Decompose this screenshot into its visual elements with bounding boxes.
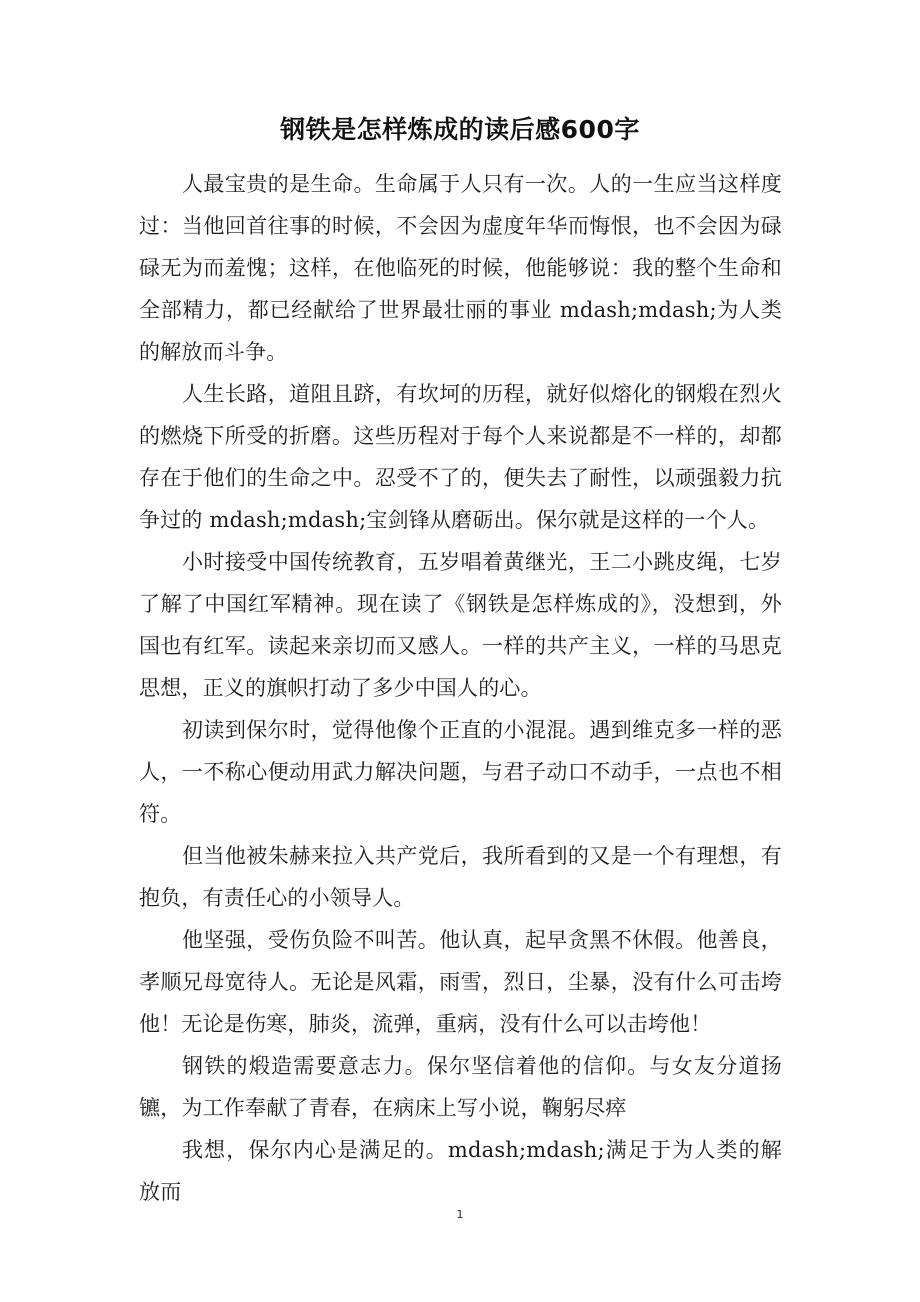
page-number: 1	[456, 1208, 464, 1221]
paragraph: 人最宝贵的是生命。生命属于人只有一次。人的一生应当这样度过：当他回首往事的时候，不会因为虚度年华而悔恨，也不会因为碌碌无为而羞愧；这样，在他临死的时候，他能够说：我的整个生命和全部精力，都已经献给了世界最壮丽的事业 mdash;mdash;为人类的解放而斗争。	[139, 172, 782, 364]
paragraph: 人生长路，道阻且跻，有坎坷的历程，就好似熔化的钢煅在烈火的燃烧下所受的折磨。这些历程对于每个人来说都是不一样的，却都存在于他们的生命之中。忍受不了的，便失去了耐性，以顽强毅力抗争过的 mdash;mdash;宝剑锋从磨砺出。保尔就是这样的一个人。	[139, 382, 782, 532]
paragraph: 钢铁的煅造需要意志力。保尔坚信着他的信仰。与女友分道扬镳，为工作奉献了青春，在病床上写小说，鞠躬尽瘁	[139, 1054, 782, 1120]
paragraph: 小时接受中国传统教育，五岁唱着黄继光，王二小跳皮绳，七岁了解了中国红军精神。现在读了《钢铁是怎样炼成的》，没想到，外国也有红军。读起来亲切而又感人。一样的共产主义，一样的马思克思想，正义的旗帜打动了多少中国人的心。	[139, 550, 782, 700]
document-title: 钢铁是怎样炼成的读后感600字	[280, 115, 640, 144]
paragraph: 但当他被朱赫来拉入共产党后，我所看到的又是一个有理想，有抱负，有责任心的小领导人。	[139, 844, 782, 910]
document-body	[139, 163, 782, 1213]
paragraph: 初读到保尔时，觉得他像个正直的小混混。遇到维克多一样的恶人，一不称心便动用武力解决问题，与君子动口不动手，一点也不相符。	[139, 718, 782, 826]
paragraph: 他坚强，受伤负险不叫苦。他认真，起早贪黑不休假。他善良，孝顺兄母宽待人。无论是风霜，雨雪，烈日，尘暴，没有什么可击垮他！无论是伤寒，肺炎，流弹，重病，没有什么可以击垮他！	[139, 928, 782, 1036]
paragraph: 我想，保尔内心是满足的。mdash;mdash;满足于为人类的解放而	[139, 1138, 782, 1204]
